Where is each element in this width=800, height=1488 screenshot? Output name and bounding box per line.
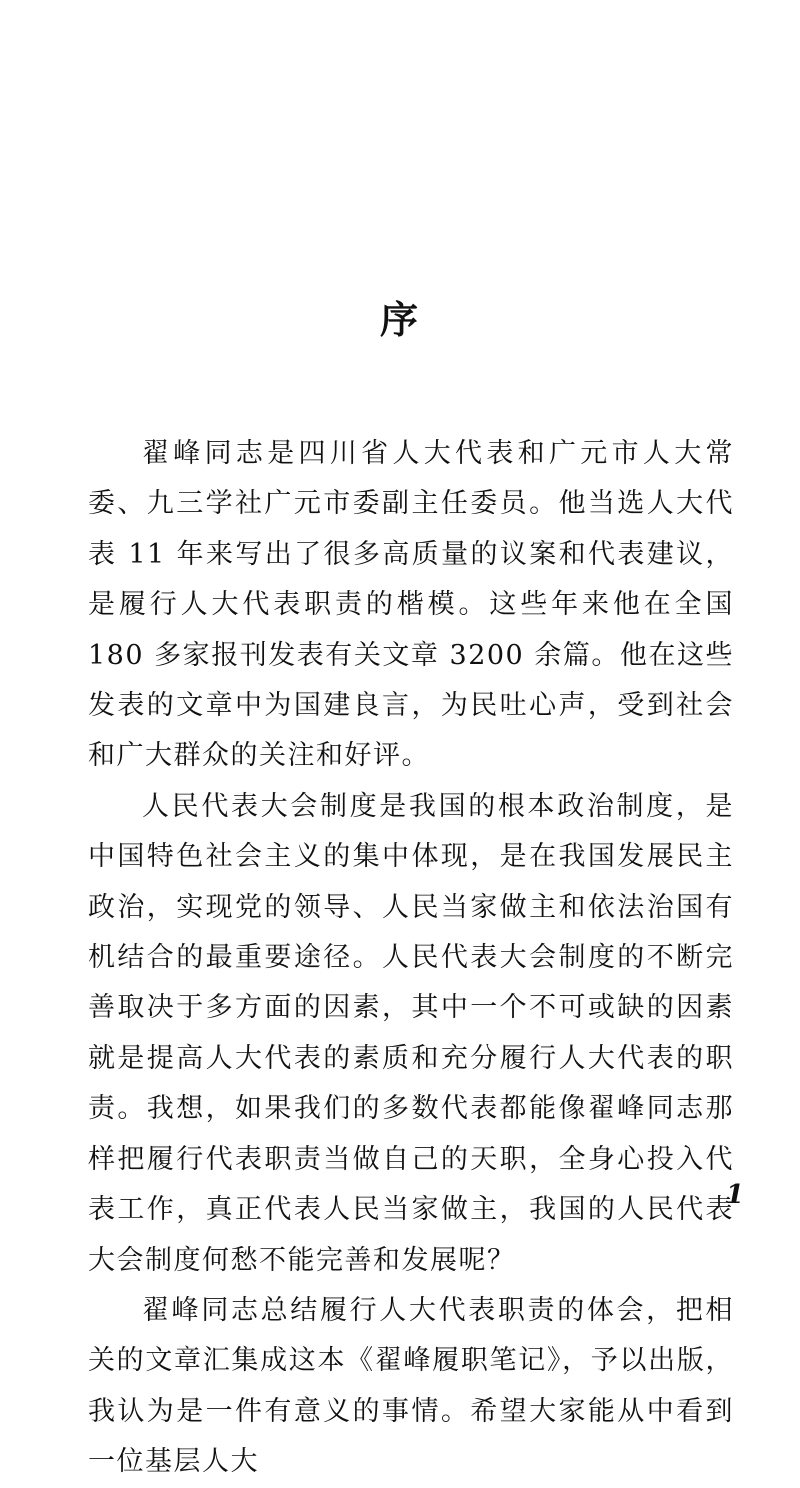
paragraph-2: 人民代表大会制度是我国的根本政治制度，是中国特色社会主义的集中体现，是在我国发展民主政治，实现党的领导、人民当家做主和依法治国有机结合的最重要途径。人民代表大会制度的不断完善取决于多方面的因素，其中一个不可或缺的因素就是提高人大代表的素质和充分履行人大代表的职责。我想，如果我们的多数代表都能像翟峰同志那样把履行代表职责当做自己的天职，全身心投入代表工作，真正代表人民当家做主，我国的人民代表大会制度何愁不能完善和发展呢？ [88,790,734,1276]
preface-body [88,429,734,1488]
paragraph-1: 翟峰同志是四川省人大代表和广元市人大常委、九三学社广元市委副主任委员。他当选人大代表 11 年来写出了很多高质量的议案和代表建议，是履行人大代表职责的楷模。这些年来他在全国 180 多家报刊发表有关文章 3200 余篇。他在这些发表的文章中为国建良言，为民吐心声，受到社会和广大群众的关注和好评。 [88,438,734,772]
paragraph-3: 翟峰同志总结履行人大代表职责的体会，把相关的文章汇集成这本《翟峰履职笔记》，予以出版，我认为是一件有意义的事情。希望大家能从中看到一位基层人大 [88,1294,734,1478]
page-title: 序 [379,297,420,342]
page-number: 1 [725,1180,744,1210]
